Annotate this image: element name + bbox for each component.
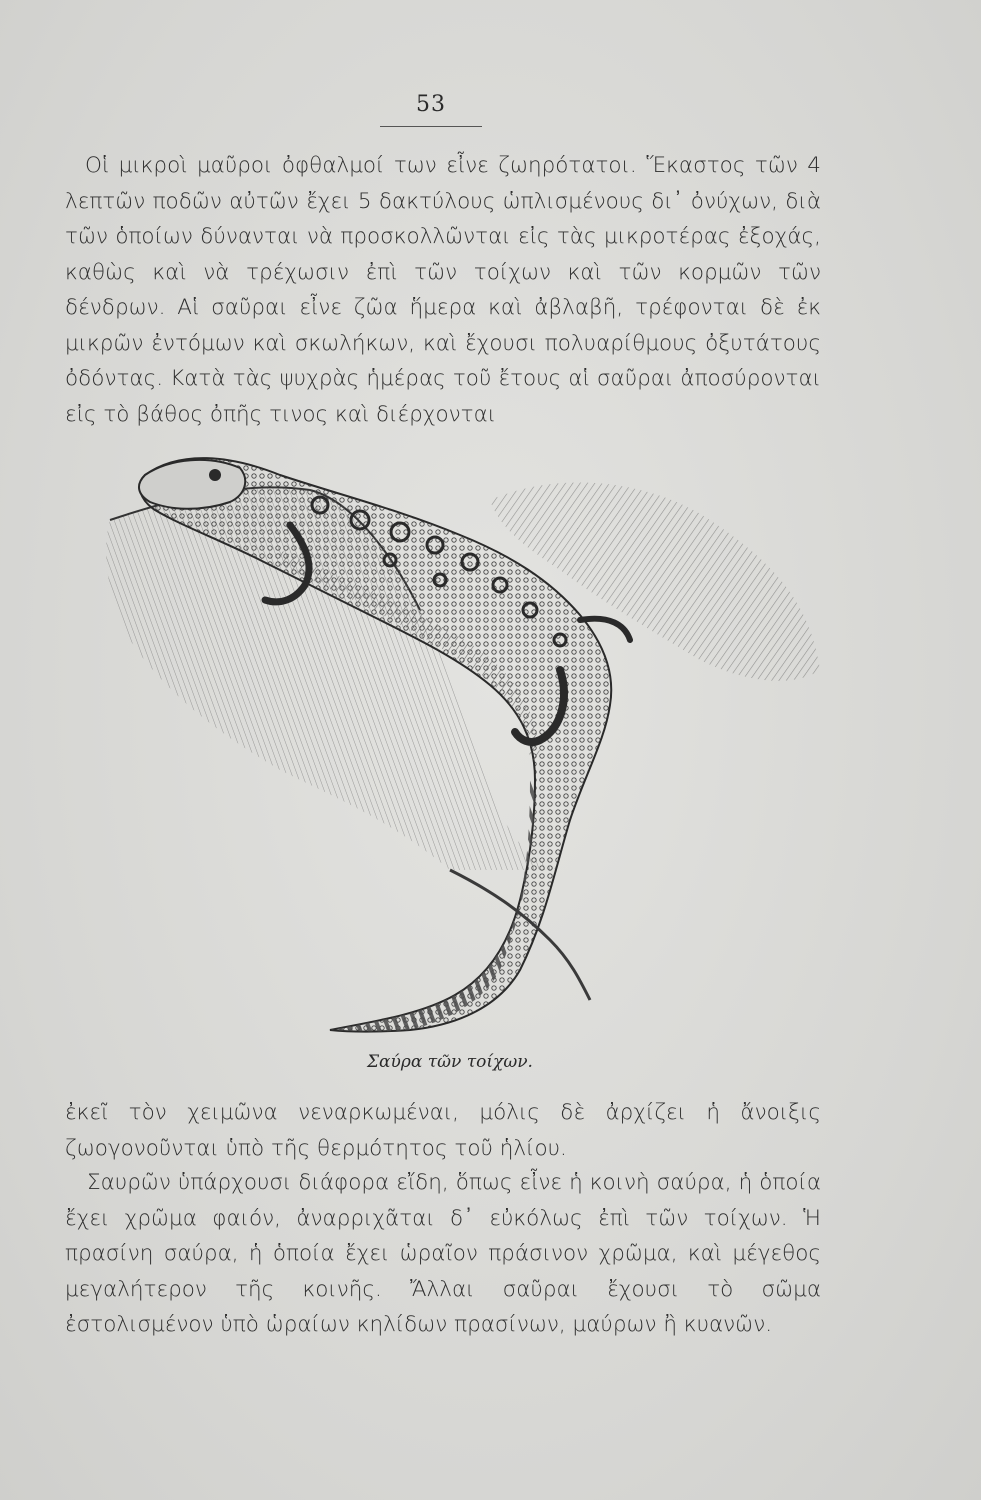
paragraph-lizard-species: Σαυρῶν ὑπάρχουσι διάφορα εἴδη, ὅπως εἶνε ἡ κοινὴ σαύρα, ἡ ὁποία ἔχει χρῶμα φαιόν, ἀναρριχᾶται δ᾽ εὐκόλως ἐπὶ τῶν τοίχων. Ἡ πρασίνη σαύρα, ἡ ὁποία ἔχει ὡραῖον πράσινον χρῶμα, καὶ μέγεθος μεγαλήτερον τῆς κοινῆς. Ἄλλαι σαῦραι ἔχουσι τὸ σῶμα ἐστολισμένον ὑπὸ ὡραίων κηλίδων πρασίνων, μαύρων ἢ κυανῶν. bbox=[65, 1170, 821, 1337]
lizard-eye bbox=[209, 469, 221, 481]
paragraph-lizard-description: Οἱ μικροὶ μαῦροι ὀφθαλμοί των εἶνε ζωηρότατοι. Ἕκαστος τῶν 4 λεπτῶν ποδῶν αὐτῶν ἔχει 5 δακτύλους ὡπλισμένους δι᾽ ὀνύχων, διὰ τῶν ὁποίων δύνανται νὰ προσκολλῶνται εἰς τὰς μικροτέρας ἐξοχάς, καθὼς καὶ νὰ τρέχωσιν ἐπὶ τῶν τοίχων καὶ τῶν κορμῶν τῶν δένδρων. Αἱ σαῦραι εἶνε ζῶα ἥμερα καὶ ἀβλαβῆ, τρέφονται δὲ ἐκ μικρῶν ἐντόμων καὶ σκωλήκων, καὶ ἔχουσι πολυαρίθμους ὀξυτάτους ὀδόντας. Κατὰ τὰς ψυχρὰς ἡμέρας τοῦ ἔτους αἱ σαῦραι ἀποσύρονται εἰς τὸ βάθος ὀπῆς τινος καὶ διέρχονται bbox=[65, 153, 821, 427]
paragraph-hibernation: ἐκεῖ τὸν χειμῶνα νεναρκωμέναι, μόλις δὲ ἀρχίζει ἡ ἄνοιξις ζωογονοῦνται ὑπὸ τῆς θερμότητος τοῦ ἡλίου. bbox=[65, 1100, 821, 1161]
page-number: 53 bbox=[416, 92, 446, 117]
figure-caption: Σαύρα τῶν τοίχων. bbox=[367, 1052, 533, 1072]
lizard-head bbox=[139, 460, 245, 509]
lizard-illustration bbox=[90, 440, 830, 1050]
header-rule bbox=[380, 126, 482, 127]
